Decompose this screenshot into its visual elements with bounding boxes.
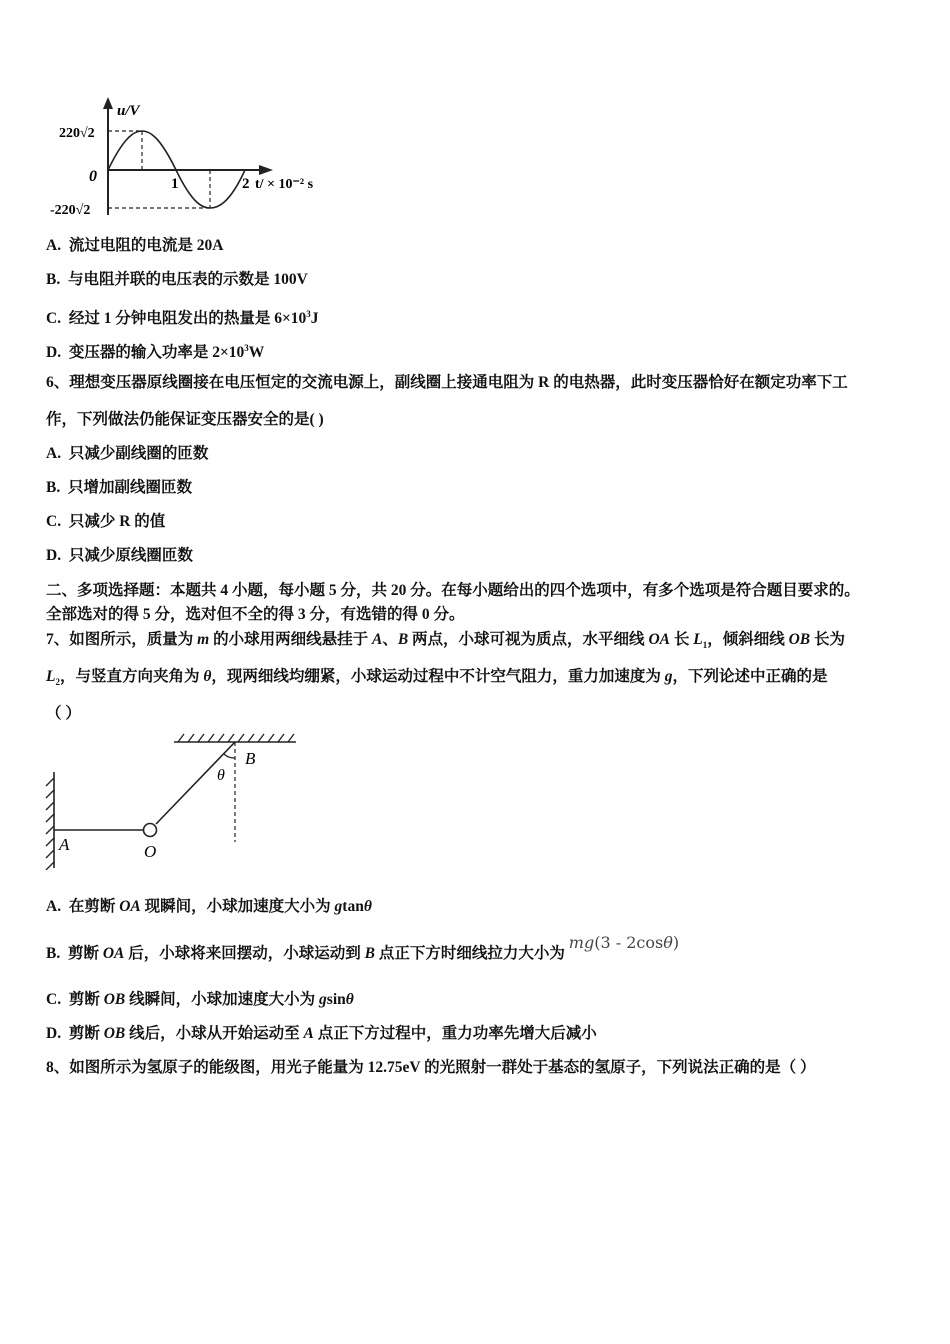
q6-option-b: B. 只增加副线圈匝数 [46,479,192,496]
q7-option-a: A. 在剪断 OA 现瞬间，小球加速度大小为 gtanθ [46,898,372,915]
q7-stem-line2: $L_2$，与竖直方向夹角为 θ，现两细线均绷紧，小球运动过程中不计空气阻力，重力加速度为 g，下列论述中正确的是 [46,668,828,688]
tension-formula: mg(3 - 2cosθ) [568,933,680,952]
section2-instructions-line2: 全部选对的得 5 分，选对但不全的得 3 分，有选错的得 0 分。 [46,606,465,623]
q5-option-a: A. 流过电阻的电流是 20A [46,237,224,254]
section2-instructions-line1: 二、多项选择题：本题共 4 小题，每小题 5 分，共 20 分。在每小题给出的四个选项中，有多个选项是符合题目要求的。 [46,582,860,599]
label-theta: θ [217,767,225,784]
y-min-label: -220√2 [50,203,91,218]
q6-option-d: D. 只减少原线圈匝数 [46,547,193,564]
q7-stem-line1: 7、如图所示，质量为 m 的小球用两细线悬挂于 A、B 两点，小球可视为质点，水平细线 OA 长 $L_1$，倾斜细线 OB 长为 [46,631,846,651]
q5-option-d: D. 变压器的输入功率是 $2\times 10^3W$ [46,343,265,362]
q8-stem: 8、如图所示为氢原子的能级图，用光子能量为 12.75eV 的光照射一群处于基态的氢原子，下列说法正确的是（ ） [46,1059,816,1076]
q5-option-c: C. 经过 1 分钟电阻发出的热量是 $6\times 10^3J$ [46,309,319,328]
q7-answer-bracket: （ ） [46,705,81,722]
x-tick-1: 1 [171,176,179,192]
q7-option-b: B. 剪断 OA 后，小球将来回摆动，小球运动到 B 点正下方时细线拉力大小为 mg(3 - 2cosθ) [46,933,680,962]
label-b: B [245,749,256,768]
q6-stem-line1: 6、理想变压器原线圈接在电压恒定的交流电源上，副线圈上接通电阻为 R 的电热器，此时变压器恰好在额定功率下工 [46,374,848,391]
q7-option-c: C. 剪断 OB 线瞬间，小球加速度大小为 gsinθ [46,991,354,1008]
x-axis-label: t/ × 10⁻² s [255,177,314,192]
label-o: O [144,842,157,861]
q5-option-b: B. 与电阻并联的电压表的示数是 100V [46,271,308,288]
q6-option-a: A. 只减少副线圈的匝数 [46,445,209,462]
y-axis-label: u/V [117,103,140,119]
x-tick-2: 2 [242,176,250,192]
label-a: A [59,835,70,854]
q7-option-d: D. 剪断 OB 线后，小球从开始运动至 A 点正下方过程中，重力功率先增大后减小 [46,1025,597,1042]
y-max-label: 220√2 [59,126,95,141]
pendulum-diagram [40,728,310,870]
voltage-sine-graph [45,95,345,225]
origin-label: 0 [89,168,97,185]
q6-stem-line2: 作，下列做法仍能保证变压器安全的是( ) [46,411,324,428]
q6-option-c: C. 只减少 R 的值 [46,513,166,530]
